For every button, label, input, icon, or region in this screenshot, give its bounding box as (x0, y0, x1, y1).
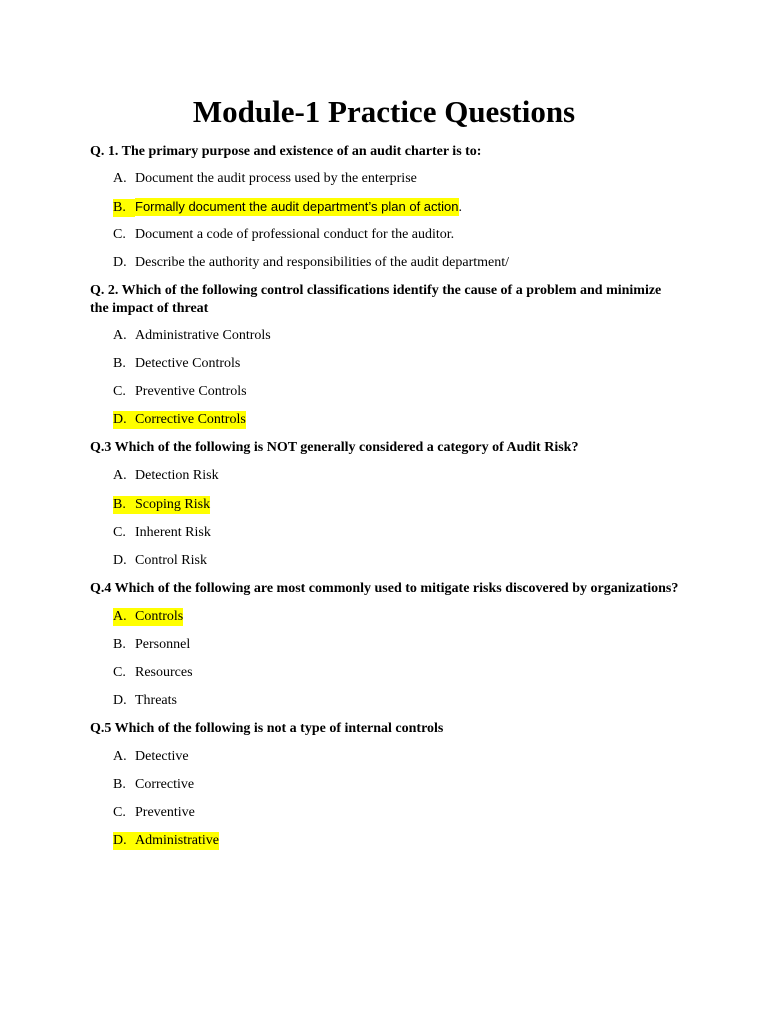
option-letter: A. (113, 328, 127, 343)
option-letter: B. (113, 356, 126, 371)
option-text: Corrective (135, 777, 195, 792)
question-4-option-a (113, 608, 183, 626)
question-4-option-d (113, 692, 177, 710)
question-5-prompt: Q.5 Which of the following is not a type of internal controls (90, 721, 444, 736)
option-text: Administrative Controls (135, 328, 271, 343)
option-letter: D. (113, 411, 135, 429)
question-5-option-d (113, 832, 219, 850)
option-text: Corrective Controls (135, 412, 246, 427)
question-4-option-b (113, 636, 190, 654)
question-2-option-a (113, 327, 271, 345)
option-letter: D. (113, 693, 127, 708)
option-letter: A. (113, 468, 127, 483)
option-letter: B. (113, 199, 135, 217)
question-2-option-c (113, 383, 247, 401)
option-letter: D. (113, 832, 135, 850)
option-text: Preventive (135, 805, 195, 820)
option-letter: A. (113, 608, 135, 626)
option-text: Describe the authority and responsibilities of the audit department/ (135, 255, 510, 270)
option-text: Formally document the audit department’s plan of action (135, 199, 459, 214)
question-1-option-c (113, 226, 454, 244)
option-letter: B. (113, 637, 126, 652)
question-4-option-c (113, 664, 193, 682)
question-2-prompt: Q. 2. Which of the following control classifications identify the cause of a problem and minimize the impact of threat (90, 283, 662, 316)
question-3-option-c (113, 524, 211, 542)
question-2-option-b (113, 355, 240, 373)
option-text: Control Risk (135, 553, 207, 568)
option-letter: B. (113, 777, 126, 792)
option-letter: C. (113, 805, 126, 820)
question-1-prompt: Q. 1. The primary purpose and existence of an audit charter is to: (90, 144, 482, 159)
question-1-option-a (113, 170, 417, 188)
option-letter: C. (113, 227, 126, 242)
question-3-option-a (113, 467, 219, 485)
question-1-option-b (113, 198, 462, 217)
question-4-prompt: Q.4 Which of the following are most commonly used to mitigate risks discovered by organizations? (90, 581, 679, 596)
option-letter: C. (113, 384, 126, 399)
option-text: Resources (135, 665, 193, 680)
option-text: Controls (135, 609, 184, 624)
question-5-option-c (113, 804, 195, 822)
option-text: Document a code of professional conduct for the auditor. (135, 227, 455, 242)
option-text: Document the audit process used by the enterprise (135, 171, 417, 186)
question-1-option-d (113, 254, 509, 272)
question-5-option-a (113, 748, 189, 766)
option-trailing-punctuation: . (458, 200, 462, 215)
question-3-prompt: Q.3 Which of the following is NOT generally considered a category of Audit Risk? (90, 440, 579, 455)
option-text: Threats (135, 693, 177, 708)
option-letter: A. (113, 749, 127, 764)
option-text: Scoping Risk (135, 497, 211, 512)
option-letter: B. (113, 496, 135, 514)
option-text: Administrative (135, 833, 219, 848)
option-text: Inherent Risk (135, 525, 211, 540)
question-2-option-d (113, 411, 246, 429)
question-3-option-d (113, 552, 207, 570)
option-letter: C. (113, 665, 126, 680)
question-5-option-b (113, 776, 194, 794)
option-letter: D. (113, 255, 127, 270)
option-text: Personnel (135, 637, 191, 652)
option-letter: C. (113, 525, 126, 540)
question-3-option-b (113, 496, 210, 514)
option-text: Detection Risk (135, 468, 219, 483)
option-letter: D. (113, 553, 127, 568)
option-text: Preventive Controls (135, 384, 247, 399)
page-title: Module-1 Practice Questions (192, 94, 576, 129)
option-text: Detective Controls (135, 356, 241, 371)
option-text: Detective (135, 749, 189, 764)
option-letter: A. (113, 171, 127, 186)
